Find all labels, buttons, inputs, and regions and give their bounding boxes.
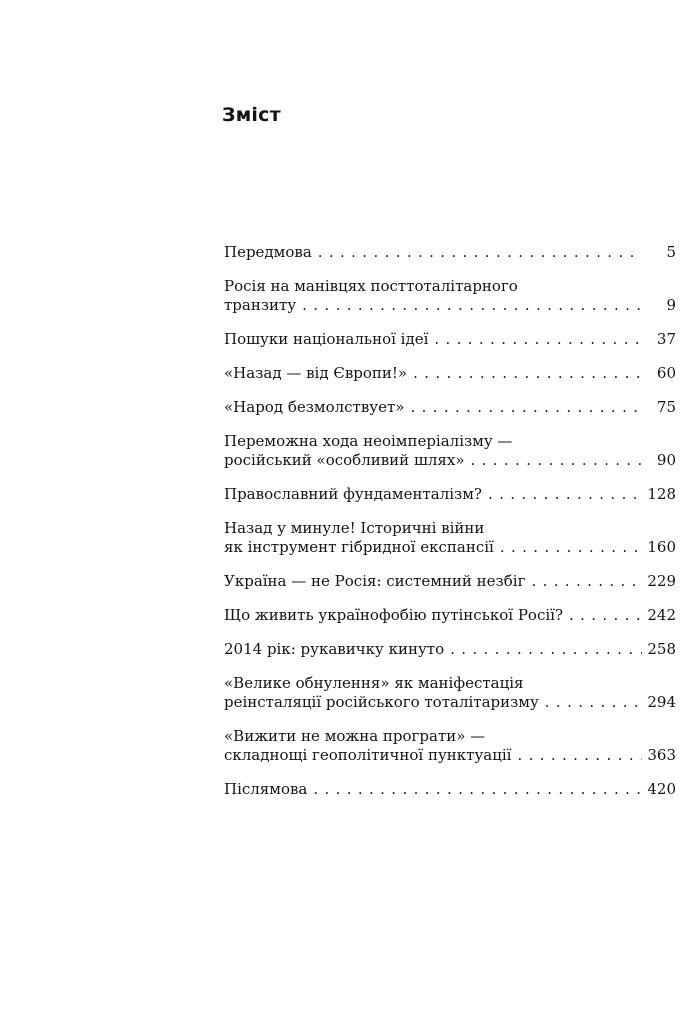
toc-entry-title: «Назад — від Європи!» (224, 364, 408, 382)
toc-entry-ukrainophobia[interactable] (224, 606, 676, 625)
toc-entry-page: 5 (666, 243, 676, 261)
dot-leader (569, 606, 642, 625)
dot-leader (500, 538, 642, 557)
toc-entry-title: транзиту (224, 296, 297, 314)
toc-entry-page: 294 (647, 693, 676, 711)
toc-entry-ukraine-not-russia[interactable] (224, 572, 676, 591)
dot-leader (313, 780, 642, 799)
toc-entry-page: 9 (666, 296, 676, 314)
dot-leader (302, 296, 642, 315)
toc-entry-back-from-europe[interactable] (224, 364, 676, 383)
toc-entry-russia-transit[interactable] (224, 277, 676, 315)
toc-entry-title: Передмова (224, 243, 312, 261)
toc-entry-national-idea[interactable] (224, 330, 676, 349)
toc-entry-title: Україна — не Росія: системний незбіг (224, 572, 526, 590)
dot-leader (531, 572, 642, 591)
toc-entry-title: Пошуки національної ідеї (224, 330, 429, 348)
toc-entry-title: «Народ безмолствует» (224, 398, 405, 416)
toc-entry-title: Післямова (224, 780, 308, 798)
dot-leader (410, 398, 642, 417)
toc-entry-orthodox-fundamentalism[interactable] (224, 485, 676, 504)
toc-entry-page: 242 (647, 606, 676, 624)
toc-entry-title-line1: Росія на манівцях посттоталітарного (224, 277, 518, 295)
dot-leader (318, 243, 642, 262)
toc-entry-page: 420 (647, 780, 676, 798)
toc-entry-page: 160 (647, 538, 676, 556)
toc-entry-page: 229 (647, 572, 676, 590)
dot-leader (471, 451, 642, 470)
toc-entry-title: Православний фундаменталізм? (224, 485, 482, 503)
dot-leader (434, 330, 642, 349)
toc-entry-geopolitical-punctuation[interactable] (224, 727, 676, 765)
toc-entry-page: 60 (656, 364, 676, 382)
table-of-contents (224, 243, 676, 814)
toc-entry-afterword[interactable] (224, 780, 676, 799)
dot-leader (545, 693, 642, 712)
toc-entry-foreword[interactable] (224, 243, 676, 262)
dot-leader (488, 485, 642, 504)
toc-entry-title-line1: Переможна хода неоімперіалізму — (224, 432, 513, 450)
toc-entry-title: 2014 рік: рукавичку кинуто (224, 640, 445, 658)
dot-leader (450, 640, 642, 659)
toc-entry-title: як інструмент гібридної експансії (224, 538, 494, 556)
toc-entry-title: Що живить українофобію путінської Росії? (224, 606, 564, 624)
toc-entry-page: 75 (656, 398, 676, 416)
toc-entry-great-reset[interactable] (224, 674, 676, 712)
toc-entry-people-silent[interactable] (224, 398, 676, 417)
toc-entry-title-line1: Назад у минуле! Історичні війни (224, 519, 485, 537)
toc-entry-title-line1: «Вижити не можна програти» — (224, 727, 486, 745)
page-title: Зміст (222, 104, 281, 126)
toc-entry-page: 37 (656, 330, 676, 348)
toc-entry-page: 90 (656, 451, 676, 469)
toc-entry-2014[interactable] (224, 640, 676, 659)
toc-entry-title-line1: «Велике обнулення» як маніфестація (224, 674, 524, 692)
toc-entry-historical-wars[interactable] (224, 519, 676, 557)
toc-entry-page: 258 (647, 640, 676, 658)
dot-leader (517, 746, 642, 765)
toc-entry-title: російський «особливий шлях» (224, 451, 465, 469)
toc-entry-title: реінсталяції російського тоталітаризму (224, 693, 539, 711)
toc-entry-page: 128 (647, 485, 676, 503)
toc-entry-title: складнощі геополітичної пунктуації (224, 746, 512, 764)
dot-leader (413, 364, 642, 383)
toc-entry-neo-imperialism[interactable] (224, 432, 676, 470)
toc-entry-page: 363 (647, 746, 676, 764)
